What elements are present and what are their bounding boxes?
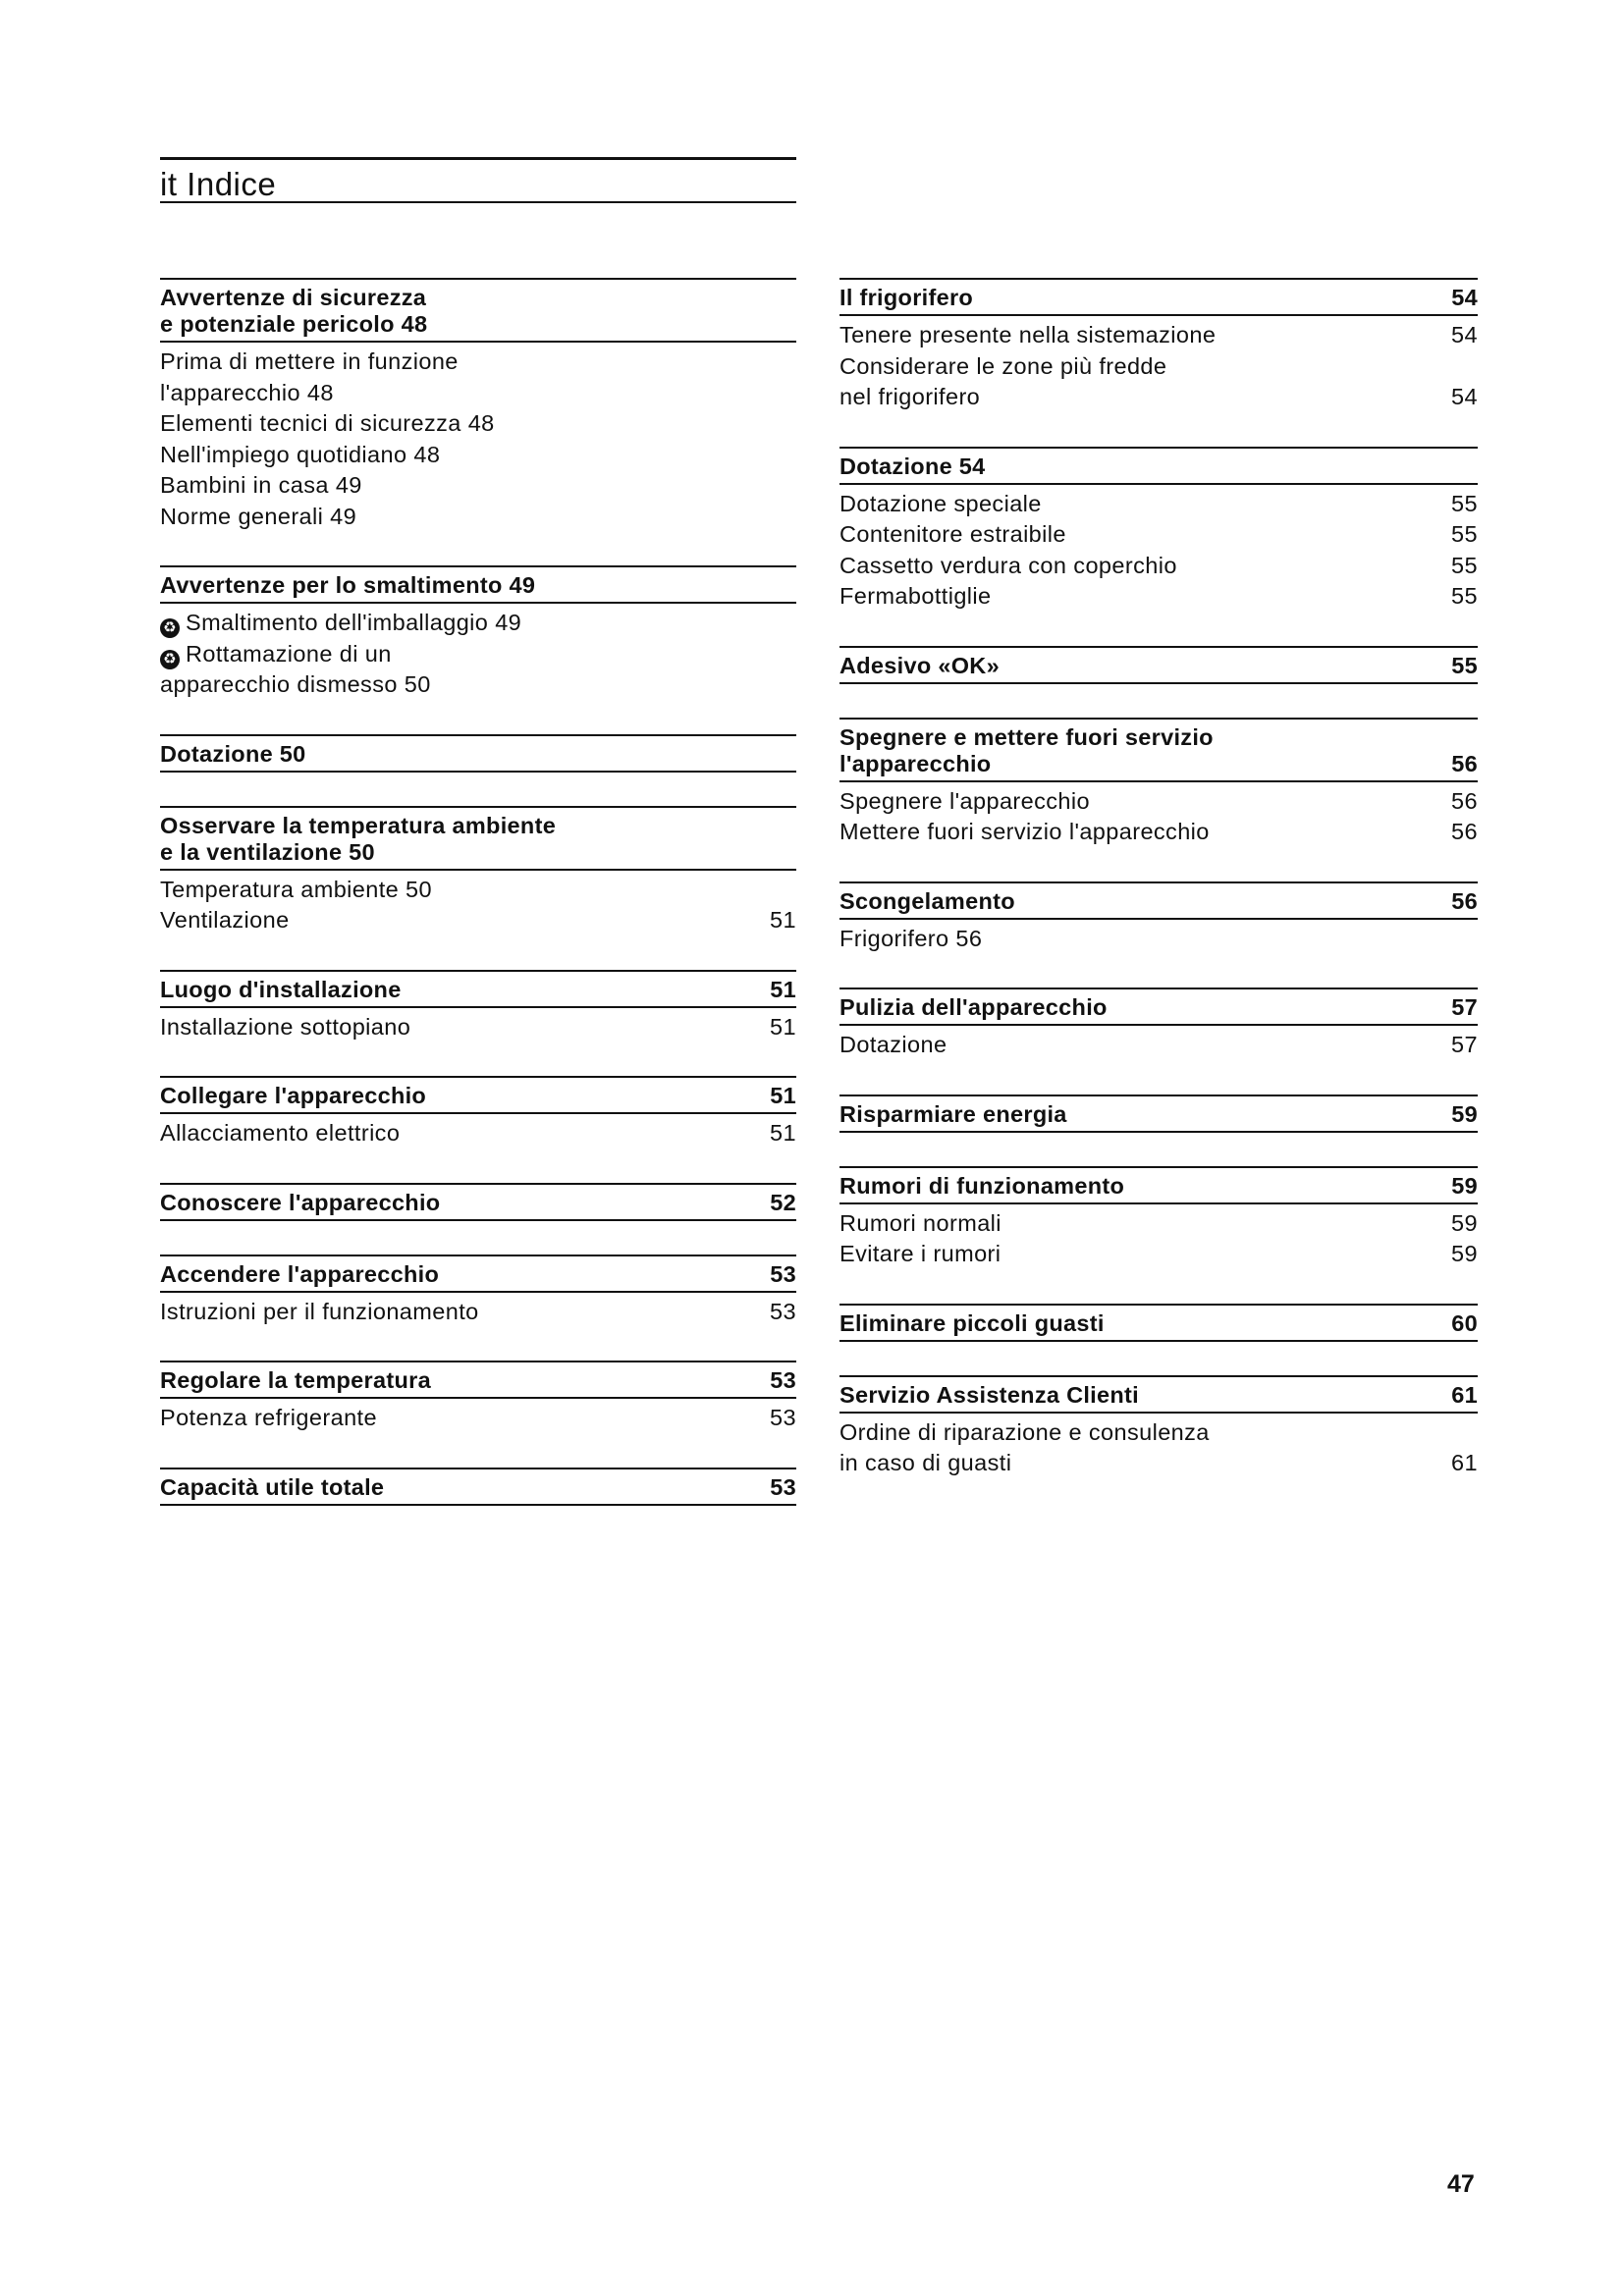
section-heading[interactable]: [160, 734, 796, 773]
section-title: Rumori di funzionamento: [839, 1172, 1125, 1199]
entry-title: Temperatura ambiente 50: [160, 876, 432, 902]
entry-title: [160, 608, 521, 639]
section-title: Luogo d'installazione: [160, 976, 402, 1002]
toc-entry[interactable]: [160, 440, 796, 471]
toc-section: [839, 881, 1478, 955]
section-title: Osservare la temperatura ambiente e la ventilazione 50: [160, 812, 557, 865]
toc-entry[interactable]: [839, 1208, 1478, 1240]
entry-title: Tenere presente nella sistemazione: [839, 322, 1217, 347]
toc-entry[interactable]: [160, 347, 796, 408]
toc-column-right: [839, 278, 1478, 1513]
section-items: [160, 1008, 796, 1043]
toc-entry[interactable]: [839, 817, 1478, 848]
entry-title: Ordine di riparazione e consulenza in caso di guasti: [839, 1418, 1210, 1475]
section-title: Avvertenze di sicurezza e potenziale pericolo 48: [160, 285, 428, 337]
toc-entry[interactable]: [160, 639, 796, 701]
entry-page-number: 51: [770, 907, 796, 933]
entry-page-number: 61: [1451, 1450, 1478, 1475]
section-title: Eliminare piccoli guasti: [839, 1309, 1105, 1336]
toc-section: [839, 1304, 1478, 1342]
section-items: [839, 485, 1478, 613]
entry-title: Contenitore estraibile: [839, 521, 1066, 547]
toc-section: [160, 278, 796, 532]
section-items: [160, 604, 796, 701]
section-page-number: 53: [770, 1367, 796, 1393]
section-title: Il frigorifero: [839, 285, 974, 310]
toc-column-left: [160, 278, 796, 1539]
section-page-number: 59: [1451, 1100, 1478, 1127]
entry-page-number: 54: [1451, 322, 1478, 347]
toc-entry[interactable]: [160, 1403, 796, 1434]
section-title: Regolare la temperatura: [160, 1367, 431, 1393]
section-page-number: 56: [1451, 887, 1478, 914]
toc-entry[interactable]: [160, 502, 796, 533]
entry-title: Norme generali 49: [160, 503, 357, 529]
section-heading[interactable]: [839, 278, 1478, 316]
page-header: [160, 157, 796, 203]
entry-title: [160, 639, 431, 701]
entry-page-number: 57: [1451, 1032, 1478, 1057]
toc-entry[interactable]: [160, 1297, 796, 1328]
section-heading[interactable]: [160, 1361, 796, 1399]
section-heading[interactable]: [160, 970, 796, 1008]
section-items: [839, 920, 1478, 955]
toc-entry[interactable]: [839, 1239, 1478, 1270]
section-heading[interactable]: [839, 646, 1478, 684]
toc-section: [160, 1468, 796, 1506]
section-title: Servizio Assistenza Clienti: [839, 1381, 1139, 1408]
section-items: [839, 1414, 1478, 1479]
toc-entry[interactable]: [839, 320, 1478, 351]
section-heading[interactable]: [839, 988, 1478, 1026]
entry-page-number: 55: [1451, 521, 1478, 547]
entry-title: Prima di mettere in funzione l'apparecchio 48: [160, 348, 459, 405]
entry-page-number: 53: [770, 1405, 796, 1430]
toc-section: [839, 1095, 1478, 1133]
entry-title: Ventilazione: [160, 907, 290, 933]
entry-page-number: 51: [770, 1120, 796, 1146]
section-heading[interactable]: [160, 1468, 796, 1506]
section-title: Risparmiare energia: [839, 1100, 1067, 1127]
toc-entry[interactable]: [839, 786, 1478, 818]
section-page-number: 61: [1451, 1381, 1478, 1408]
section-page-number: 53: [770, 1473, 796, 1500]
section-page-number: 55: [1451, 652, 1478, 678]
page-title: it Indice: [160, 166, 277, 202]
section-page-number: 54: [1451, 285, 1478, 310]
section-items: [160, 871, 796, 936]
section-items: [160, 343, 796, 532]
toc-section: [160, 565, 796, 701]
section-items: [160, 1399, 796, 1434]
entry-page-number: 54: [1451, 384, 1478, 409]
toc-section: [160, 970, 796, 1043]
toc-section: [839, 278, 1478, 413]
section-items: [839, 1204, 1478, 1270]
section-heading[interactable]: [839, 718, 1478, 782]
section-page-number: 51: [770, 1083, 796, 1108]
entry-title: Frigorifero 56: [839, 925, 983, 951]
entry-title: Cassetto verdura con coperchio: [839, 552, 1177, 578]
toc-entry[interactable]: [160, 1012, 796, 1043]
entry-page-number: 55: [1451, 490, 1478, 516]
section-page-number: 53: [770, 1260, 796, 1287]
section-title: Pulizia dell'apparecchio: [839, 994, 1108, 1020]
entry-page-number: 59: [1451, 1209, 1478, 1236]
toc-entry[interactable]: [160, 408, 796, 440]
entry-title: Elementi tecnici di sicurezza 48: [160, 410, 495, 436]
entry-page-number: 51: [770, 1013, 796, 1040]
section-heading[interactable]: [160, 278, 796, 343]
section-page-number: 57: [1451, 994, 1478, 1020]
section-title: Dotazione 54: [839, 453, 986, 479]
section-title: Accendere l'apparecchio: [160, 1260, 440, 1287]
toc-section: [839, 447, 1478, 613]
entry-page-number: 55: [1451, 583, 1478, 609]
entry-title: Considerare le zone più fredde nel frigorifero: [839, 352, 1167, 409]
toc-entry[interactable]: [160, 875, 796, 906]
toc-entry[interactable]: [839, 581, 1478, 613]
section-items: [160, 1114, 796, 1149]
entry-title: Dotazione: [839, 1032, 947, 1057]
toc-entry[interactable]: [839, 519, 1478, 551]
section-page-number: 60: [1451, 1309, 1478, 1336]
toc-entry[interactable]: [839, 1030, 1478, 1061]
toc-entry[interactable]: [839, 924, 1478, 955]
entry-title: Spegnere l'apparecchio: [839, 787, 1090, 814]
toc-section: [839, 718, 1478, 848]
entry-title: Potenza refrigerante: [160, 1405, 377, 1430]
toc-entry[interactable]: [160, 470, 796, 502]
toc-section: [839, 1166, 1478, 1270]
section-heading[interactable]: [839, 1095, 1478, 1133]
section-heading[interactable]: [160, 565, 796, 604]
section-heading[interactable]: [839, 1166, 1478, 1204]
section-heading[interactable]: [839, 447, 1478, 485]
entry-page-number: 56: [1451, 819, 1478, 844]
entry-title-text: Smaltimento dell'imballaggio 49: [186, 610, 522, 635]
toc-entry[interactable]: [160, 608, 796, 639]
section-heading[interactable]: [839, 881, 1478, 920]
section-heading[interactable]: [160, 1255, 796, 1293]
toc-section: [839, 1375, 1478, 1479]
entry-title: Fermabottiglie: [839, 583, 992, 609]
entry-title: Evitare i rumori: [839, 1241, 1001, 1266]
toc-entry[interactable]: [839, 551, 1478, 582]
section-heading[interactable]: [160, 1183, 796, 1221]
toc-entry[interactable]: [160, 1118, 796, 1149]
entry-title: Installazione sottopiano: [160, 1013, 411, 1040]
toc-section: [160, 806, 796, 936]
section-page-number: 51: [770, 976, 796, 1002]
toc-entry[interactable]: [839, 1417, 1478, 1479]
section-items: [839, 782, 1478, 848]
section-title: Scongelamento: [839, 887, 1015, 914]
entry-page-number: 59: [1451, 1241, 1478, 1266]
section-title: Adesivo «OK»: [839, 652, 1000, 678]
section-page-number: 59: [1451, 1172, 1478, 1199]
toc-entry[interactable]: [839, 489, 1478, 520]
section-title: Dotazione 50: [160, 740, 306, 767]
recycle-icon: ♻: [160, 618, 180, 638]
section-items: [839, 316, 1478, 413]
entry-title: Allacciamento elettrico: [160, 1120, 401, 1146]
entry-title: Dotazione speciale: [839, 490, 1042, 516]
section-title: Collegare l'apparecchio: [160, 1083, 427, 1108]
section-items: [839, 1026, 1478, 1061]
section-heading[interactable]: [160, 806, 796, 871]
section-title: Capacità utile totale: [160, 1473, 385, 1500]
entry-title-text: Rottamazione di un apparecchio dismesso 50: [160, 640, 431, 697]
entry-title: Bambini in casa 49: [160, 472, 362, 498]
toc-section: [160, 1076, 796, 1149]
toc-section: [160, 1361, 796, 1434]
section-page-number: 52: [770, 1189, 796, 1215]
toc-section: [839, 988, 1478, 1061]
section-heading[interactable]: [839, 1375, 1478, 1414]
recycle-icon: ♻: [160, 650, 180, 669]
page-number: 47: [1447, 2170, 1475, 2198]
section-items: [160, 1293, 796, 1328]
entry-page-number: 56: [1451, 787, 1478, 814]
entry-page-number: 55: [1451, 552, 1478, 578]
section-heading[interactable]: [160, 1076, 796, 1114]
toc-entry[interactable]: [839, 351, 1478, 413]
entry-title: Mettere fuori servizio l'apparecchio: [839, 819, 1210, 844]
entry-title: Nell'impiego quotidiano 48: [160, 441, 441, 467]
toc-section: [839, 646, 1478, 684]
toc-section: [160, 1255, 796, 1328]
section-title: Conoscere l'apparecchio: [160, 1189, 441, 1215]
toc-entry[interactable]: [160, 905, 796, 936]
toc-section: [160, 1183, 796, 1221]
entry-title: Rumori normali: [839, 1209, 1001, 1236]
section-page-number: 56: [1451, 750, 1478, 776]
toc-section: [160, 734, 796, 773]
entry-title: Istruzioni per il funzionamento: [160, 1298, 479, 1324]
section-title: Spegnere e mettere fuori servizio l'apparecchio: [839, 723, 1214, 776]
section-heading[interactable]: [839, 1304, 1478, 1342]
entry-page-number: 53: [770, 1298, 796, 1324]
section-title: Avvertenze per lo smaltimento 49: [160, 572, 536, 598]
